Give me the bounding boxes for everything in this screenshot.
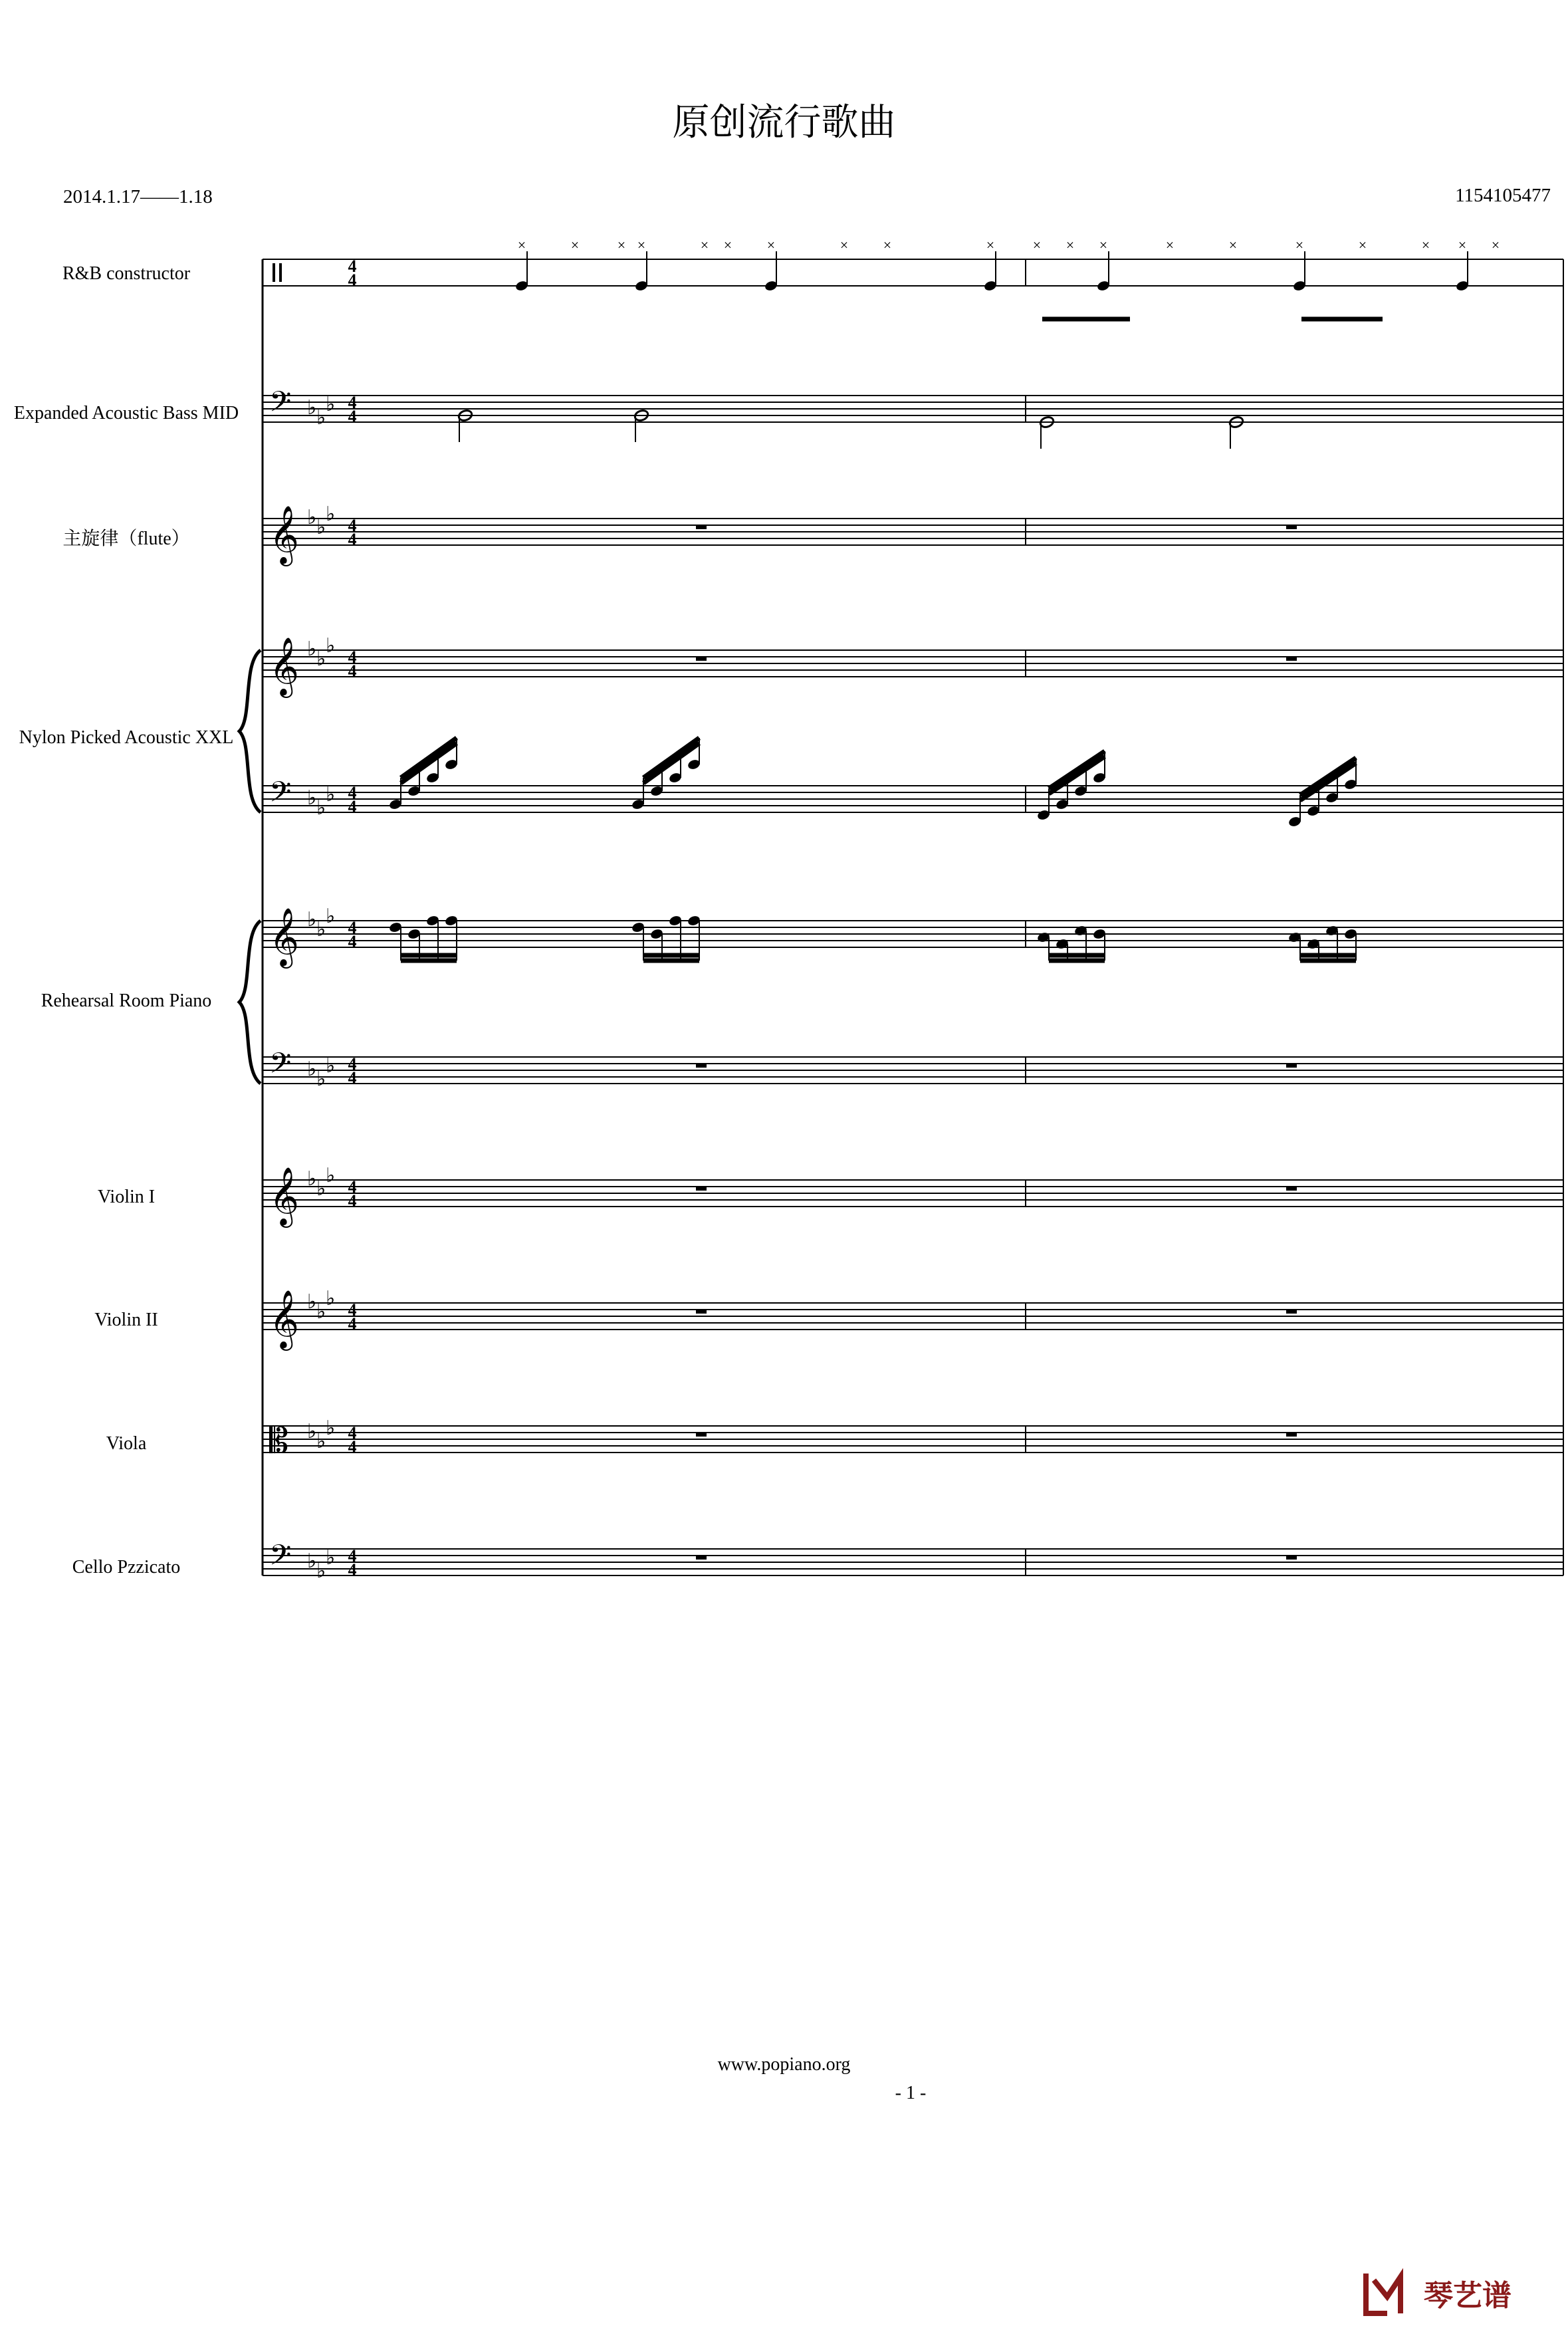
instrument-label-flute: 主旋律（flute） — [62, 528, 190, 549]
instrument-label-piano: Rehearsal Room Piano — [41, 991, 212, 1011]
time-signature-denominator: 4 — [348, 1191, 357, 1211]
note-beam — [1300, 758, 1356, 795]
clef-icon: 𝄞 — [269, 907, 299, 966]
logo-mark-icon — [1366, 2274, 1400, 2313]
cymbal-x-icon: × — [1032, 237, 1042, 253]
time-signature-denominator: 4 — [348, 661, 357, 681]
cymbal-x-icon: × — [1421, 237, 1430, 253]
time-signature-numerator: 4 — [348, 647, 357, 667]
flat-icon: ♭ — [326, 783, 336, 806]
whole-rest — [1286, 1433, 1297, 1437]
time-signature-denominator: 4 — [348, 797, 357, 816]
cymbal-x-icon: × — [1228, 237, 1238, 253]
time-signature-denominator: 4 — [348, 1437, 357, 1457]
date-label: 2014.1.17——1.18 — [63, 186, 213, 207]
flat-icon: ♭ — [326, 503, 336, 526]
instrument-label-violin2: Violin II — [94, 1310, 158, 1330]
time-signature-numerator: 4 — [348, 1054, 357, 1074]
clef-icon: 𝄡 — [269, 1421, 289, 1461]
flat-icon: ♭ — [326, 1164, 336, 1187]
flat-icon: ♭ — [316, 1177, 326, 1201]
cymbal-x-icon: × — [766, 237, 776, 253]
clef-icon: 𝄞 — [269, 1166, 299, 1225]
barlines — [263, 259, 1563, 1575]
flat-icon: ♭ — [307, 1550, 317, 1573]
qinyipu-logo — [1361, 2267, 1560, 2320]
cymbal-x-icon: × — [840, 237, 849, 253]
time-signature-numerator: 4 — [348, 516, 357, 535]
whole-rest — [696, 1433, 707, 1437]
staff-lines — [263, 259, 1563, 1575]
whole-rest — [696, 1064, 707, 1068]
time-signature-denominator: 4 — [348, 530, 357, 549]
cymbal-x-icon: × — [1065, 237, 1075, 253]
time-signature-denominator: 4 — [348, 932, 357, 951]
instrument-label-nylon: Nylon Picked Acoustic XXL — [19, 727, 234, 748]
note-beam — [1049, 751, 1105, 788]
cymbal-x-icon: × — [570, 237, 580, 253]
whole-rest — [696, 1556, 707, 1560]
time-signatures — [348, 257, 357, 1579]
flat-icon: ♭ — [326, 1054, 336, 1078]
flat-icon: ♭ — [307, 1290, 317, 1314]
note-beam — [401, 738, 457, 778]
flat-icon: ♭ — [326, 1546, 336, 1570]
instrument-label-cello: Cello Pzzicato — [72, 1557, 181, 1577]
time-signature-numerator: 4 — [348, 783, 357, 802]
time-signature-numerator: 4 — [348, 393, 357, 412]
time-signature-numerator: 4 — [348, 257, 357, 276]
flat-icon: ♭ — [307, 908, 317, 931]
time-signature-numerator: 4 — [348, 1546, 357, 1566]
page-number: - 1 - — [895, 2083, 927, 2103]
clef-icon: 𝄞 — [269, 636, 299, 695]
whole-rest — [1286, 657, 1297, 661]
cymbal-x-icon: × — [1165, 237, 1175, 253]
id-label: 1154105477 — [1455, 185, 1551, 206]
clef-icon: 𝄞 — [269, 1289, 299, 1348]
time-signature-denominator: 4 — [348, 1314, 357, 1334]
notes — [388, 237, 1500, 961]
whole-rest — [696, 657, 707, 661]
flat-icon: ♭ — [307, 1058, 317, 1081]
braces — [239, 650, 261, 1084]
time-signature-denominator: 4 — [348, 407, 357, 426]
flat-icon: ♭ — [316, 1300, 326, 1324]
cymbal-x-icon: × — [883, 237, 892, 253]
flat-icon: ♭ — [307, 1420, 317, 1443]
cymbal-x-icon: × — [617, 237, 626, 253]
whole-rest — [1286, 1187, 1297, 1191]
key-signatures — [307, 393, 335, 1583]
whole-rest — [696, 525, 707, 529]
clef-icon: 𝄢 — [269, 1539, 292, 1579]
note-beam — [643, 738, 699, 778]
flat-icon: ♭ — [316, 796, 326, 820]
flat-icon: ♭ — [307, 396, 317, 419]
page-title: 原创流行歌曲 — [672, 101, 896, 144]
instrument-label-violin1: Violin I — [97, 1187, 156, 1207]
cymbal-x-icon: × — [1491, 237, 1500, 253]
flat-icon: ♭ — [316, 918, 326, 941]
flat-icon: ♭ — [316, 1068, 326, 1091]
flat-icon: ♭ — [316, 516, 326, 539]
time-signature-denominator: 4 — [348, 271, 357, 290]
flat-icon: ♭ — [326, 1287, 336, 1310]
flat-icon: ♭ — [326, 634, 336, 657]
flat-icon: ♭ — [307, 506, 317, 529]
clef-icon: 𝄢 — [269, 386, 292, 425]
clef-icon: 𝄢 — [269, 776, 292, 816]
brace-icon — [239, 650, 261, 812]
cymbal-x-icon: × — [700, 237, 709, 253]
flat-icon: ♭ — [307, 638, 317, 661]
cymbal-x-icon: × — [517, 237, 526, 253]
flat-icon: ♭ — [326, 393, 336, 416]
flat-icon: ♭ — [316, 406, 326, 429]
time-signature-numerator: 4 — [348, 1177, 357, 1197]
time-signature-numerator: 4 — [348, 918, 357, 937]
whole-rest — [696, 1310, 707, 1314]
clef-icon: 𝄞 — [269, 505, 299, 564]
instrument-label-viola: Viola — [106, 1433, 147, 1454]
clefs — [269, 263, 299, 1579]
instrument-label-bass: Expanded Acoustic Bass MID — [13, 403, 239, 423]
whole-rests — [696, 525, 1297, 1560]
time-signature-numerator: 4 — [348, 1423, 357, 1443]
cymbal-x-icon: × — [986, 237, 995, 253]
time-signature-numerator: 4 — [348, 1300, 357, 1320]
whole-rest — [1286, 525, 1297, 529]
footer-website: www.popiano.org — [717, 2054, 851, 2075]
cymbal-x-icon: × — [1358, 237, 1367, 253]
flat-icon: ♭ — [326, 905, 336, 928]
cymbal-x-icon: × — [1099, 237, 1108, 253]
flat-icon: ♭ — [316, 1430, 326, 1453]
cymbal-x-icon: × — [1295, 237, 1304, 253]
whole-rest — [1286, 1310, 1297, 1314]
time-signature-denominator: 4 — [348, 1560, 357, 1579]
cymbal-x-icon: × — [723, 237, 732, 253]
logo-text: 琴艺谱 — [1424, 2279, 1512, 2313]
whole-rest — [696, 1187, 707, 1191]
instrument-label-rb: R&B constructor — [62, 263, 191, 284]
flat-icon: ♭ — [316, 647, 326, 671]
flat-icon: ♭ — [316, 1560, 326, 1583]
flat-icon: ♭ — [307, 786, 317, 810]
whole-rest — [1286, 1064, 1297, 1068]
flat-icon: ♭ — [307, 1167, 317, 1191]
cymbal-x-icon: × — [1458, 237, 1467, 253]
cymbal-x-icon: × — [637, 237, 646, 253]
whole-rest — [1286, 1556, 1297, 1560]
brace-icon — [239, 921, 261, 1084]
time-signature-denominator: 4 — [348, 1068, 357, 1088]
flat-icon: ♭ — [326, 1417, 336, 1440]
clef-icon: 𝄢 — [269, 1047, 292, 1087]
